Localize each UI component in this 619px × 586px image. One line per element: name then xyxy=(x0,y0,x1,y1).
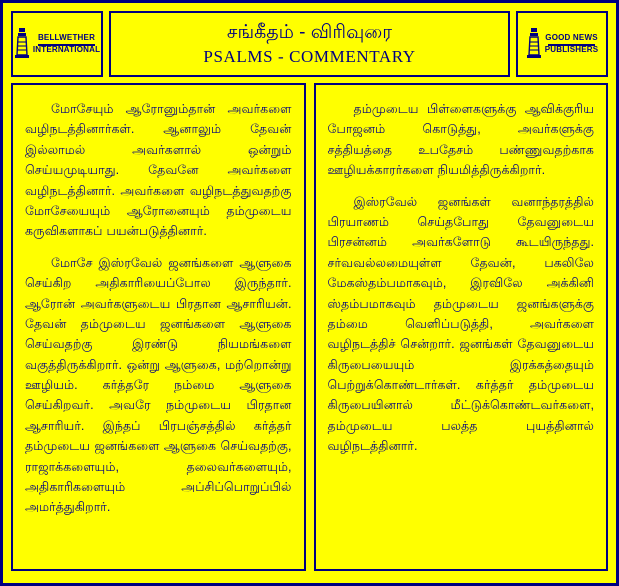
paragraph: தம்முடைய பிள்ளைகளுக்கு ஆவிக்குரிய போஜனம் கொடுத்து, அவர்களுக்கு சத்தியத்தை உபதேசம் பண்ணுவதற்காக ஊழியக்காரர்களை நியமித்திருக்கிறார். xyxy=(327,102,594,178)
text-column-left xyxy=(11,83,306,571)
lighthouse-icon xyxy=(14,25,30,64)
page-title-english: PSALMS - COMMENTARY xyxy=(203,47,416,67)
document-title-box xyxy=(109,11,510,77)
paragraph: இஸ்ரவேல் ஜனங்கள் வனாந்தரத்தில் பிரயாணம் செய்தபோது தேவனுடைய பிரசன்னம் அவர்களோடு கூடயிருந்தது. சர்வவல்லமையுள்ள தேவன், பகலிலே மேகஸ்தம்பமாகவும், இரவிலே அக்கினி ஸ்தம்பமாகவும் தம்முடைய ஜனங்களுக்கு தம்மை வெளிப்படுத்தி, அவர்களை வழிநடத்திச் சென்றார். ஜனங்கள் தேவனுடைய கிருபையையும் இரக்கத்தையும் பெற்றுக்கொண்டார்கள். கர்த்தர் தம்முடைய கிருபையினால் மீட்டுக்கொண்டவர்களை, தம்முடைய பலத்த புயத்தினால் வழிநடத்தினார். xyxy=(327,194,594,454)
lighthouse-icon xyxy=(526,25,542,64)
document-body xyxy=(11,83,608,571)
text-column-right xyxy=(314,83,609,571)
paragraph: மோசேயும் ஆரோனும்தான் அவர்களை வழிநடத்தினார்கள். ஆனாலும் தேவன் இல்லாமல் அவர்களால் ஒன்றும் செய்யமுடியாது. தேவனே அவர்களை வழிநடத்தினார். அவர்களை வழிநடத்துவதற்கு மோசேயையும் ஆரோனையும் தம்முடைய கருவிகளாகப் பயன்படுத்தினார். xyxy=(25,102,292,239)
bellwether-logo-line2: INTERNATIONAL xyxy=(32,45,101,54)
page-title-tamil: சங்கீதம் - விரிவுரை xyxy=(226,21,393,43)
document-header xyxy=(11,11,608,77)
good-news-publishers-logo xyxy=(516,11,608,77)
good-news-logo-line2: PUBLISHERS xyxy=(544,45,599,54)
bellwether-international-logo xyxy=(11,11,103,77)
bellwether-logo-line1: BELLWETHER xyxy=(37,32,96,42)
paragraph: மோசே இஸ்ரவேல் ஜனங்களை ஆளுகை செய்கிற அதிகாரியைப்போல இருந்தார். ஆரோன் அவர்களுடைய பிரதான ஆசாரியன். தேவன் தம்முடைய ஜனங்களை ஆளுகை செய்வதற்கு இரண்டு நியமங்களை வகுத்திருக்கிறார். ஒன்று ஆளுகை, மற்றொன்று ஊழியம். கர்த்தரே நம்மை ஆளுகை செய்கிறவர். அவரே நம்முடைய பிரதான ஆசாரியர். இந்தப் பிரபஞ்சத்தில் கர்த்தர் தம்முடைய ஜனங்களை ஆளுகை செய்வதற்கு, ராஜாக்களையும், தலைவர்களையும், அதிகாரிகளையும் அப்சிப்பொறுப்பில் அமர்த்துகிறார். xyxy=(25,255,292,515)
good-news-logo-line1: GOOD NEWS xyxy=(545,32,598,42)
